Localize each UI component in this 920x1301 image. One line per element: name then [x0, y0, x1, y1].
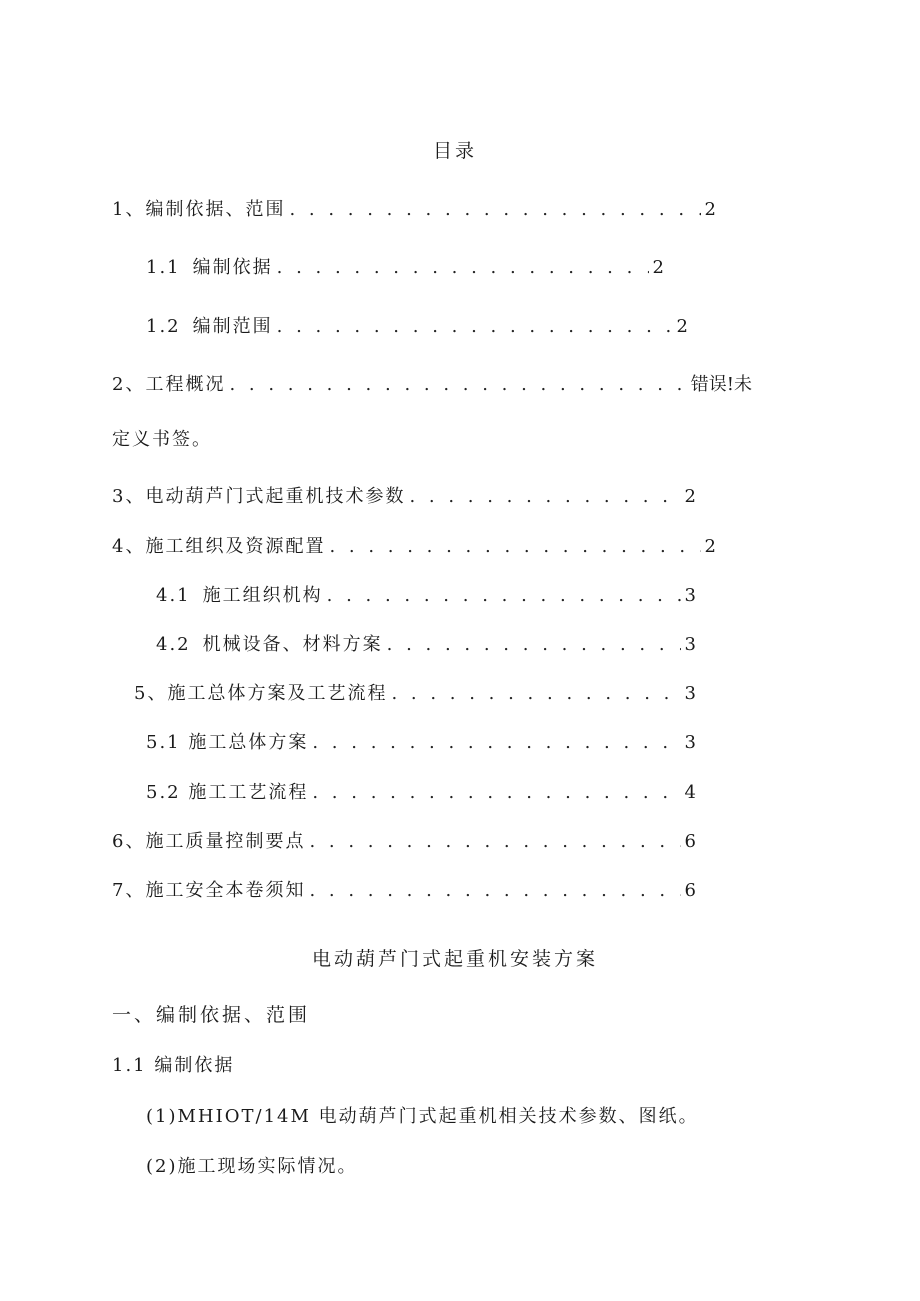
toc-entry[interactable] — [156, 631, 696, 659]
document-title: 电动葫芦门式起重机安装方案 — [311, 948, 598, 970]
toc-entry-number: 1.2 — [146, 316, 181, 337]
toc-entry-label: 5.1 施工总体方案 — [146, 732, 309, 753]
toc-entry-page: 2 — [652, 257, 664, 278]
toc-entry-number: 1.1 — [146, 257, 181, 278]
toc-entry[interactable] — [112, 196, 716, 224]
toc-entry-label: 5、施工总体方案及工艺流程 — [134, 683, 388, 704]
toc-entry[interactable] — [112, 483, 696, 511]
toc-leader-dots — [312, 779, 680, 807]
toc-leader-dots — [277, 313, 673, 341]
toc-entry[interactable] — [146, 729, 696, 757]
toc-entry-page: 6 — [684, 880, 696, 901]
toc-leader-dots — [391, 680, 680, 708]
toc-entry[interactable] — [146, 779, 696, 807]
toc-entry-label: 1、编制依据、范围 — [112, 199, 286, 220]
toc-entry-page: 6 — [684, 831, 696, 852]
toc-entry-page: 3 — [684, 634, 696, 655]
toc-entry[interactable] — [112, 877, 696, 905]
toc-entry-page: 3 — [684, 732, 696, 753]
paragraph: (2)施工现场实际情况。 — [146, 1156, 358, 1177]
toc-entry-label: 施工组织机构 — [202, 585, 323, 606]
toc-leader-dots — [409, 483, 680, 511]
toc-entry-wrap: 定义书签。 — [112, 429, 212, 450]
toc-entry-page: 3 — [684, 683, 696, 704]
toc-entry-page: 2 — [684, 486, 696, 507]
toc-entry-number: 4.1 — [156, 585, 191, 606]
toc-entry-label: 机械设备、材料方案 — [202, 634, 383, 655]
toc-leader-dots — [329, 533, 700, 561]
toc-entry[interactable] — [156, 582, 696, 610]
toc-entry[interactable] — [112, 371, 752, 399]
toc-entry-label: 6、施工质量控制要点 — [112, 831, 306, 852]
toc-leader-dots — [229, 371, 686, 399]
toc-entry-page: 4 — [684, 782, 696, 803]
toc-leader-dots — [312, 729, 680, 757]
paragraph: (1)MHIOT/14M 电动葫芦门式起重机相关技术参数、图纸。 — [146, 1106, 699, 1127]
section-heading: 一、编制依据、范围 — [112, 1004, 311, 1026]
toc-entry[interactable] — [146, 313, 688, 341]
toc-title: 目录 — [432, 140, 477, 162]
toc-entry-label: 编制范围 — [192, 316, 273, 337]
toc-entry-label: 编制依据 — [192, 257, 273, 278]
toc-entry-label: 4、施工组织及资源配置 — [112, 536, 326, 557]
toc-leader-dots — [277, 254, 649, 282]
toc-leader-dots — [327, 582, 681, 610]
toc-leader-dots — [309, 877, 680, 905]
toc-leader-dots — [387, 631, 681, 659]
toc-entry-page: 2 — [704, 199, 716, 220]
toc-entry[interactable] — [112, 533, 716, 561]
toc-leader-dots — [309, 828, 680, 856]
toc-entry-label: 5.2 施工工艺流程 — [146, 782, 309, 803]
toc-entry[interactable] — [134, 680, 696, 708]
toc-entry[interactable] — [112, 828, 696, 856]
subsection-heading: 1.1 编制依据 — [112, 1055, 235, 1076]
toc-entry-page: 错误!未 — [690, 374, 752, 395]
toc-entry-number: 4.2 — [156, 634, 191, 655]
toc-entry-label: 2、工程概况 — [112, 374, 226, 395]
toc-entry-page: 3 — [684, 585, 696, 606]
toc-entry-page: 2 — [676, 316, 688, 337]
toc-entry-page: 2 — [704, 536, 716, 557]
toc-entry-label: 3、电动葫芦门式起重机技术参数 — [112, 486, 406, 507]
toc-entry-label: 7、施工安全本卷须知 — [112, 880, 306, 901]
toc-leader-dots — [289, 196, 700, 224]
toc-entry[interactable] — [146, 254, 664, 282]
